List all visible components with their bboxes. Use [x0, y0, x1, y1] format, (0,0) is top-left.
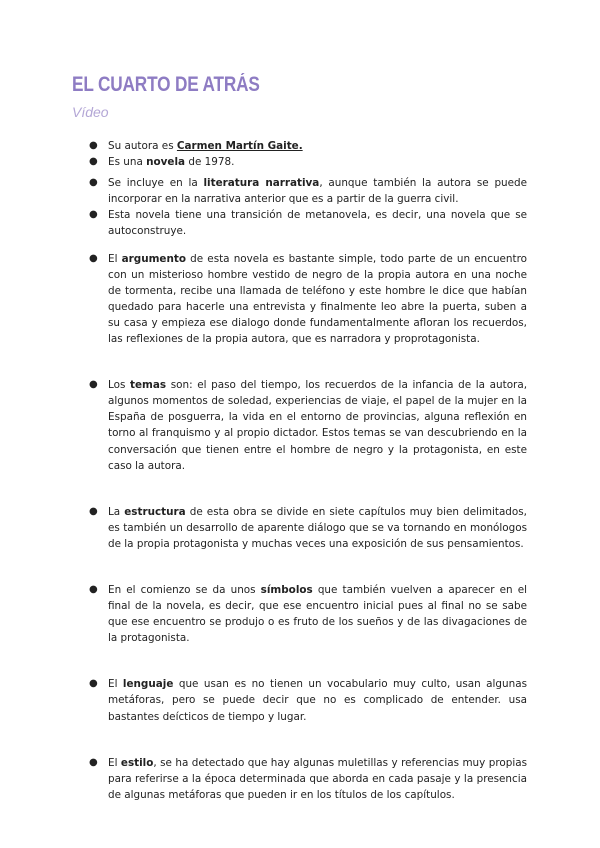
author-name: Carmen Martín Gaite.	[176, 140, 303, 152]
bullet-icon: ●	[89, 756, 98, 768]
bullet-icon: ●	[89, 140, 98, 151]
item-text: que también vuelven a aparecer en el final de la novela, es decir, que ese encuentro inicial pues al final no se sabe que ese encuentro se produjo o es fruto de los sueños y de las divagaciones de la protagonista.	[108, 583, 527, 645]
bullet-icon: ●	[89, 156, 98, 168]
bullet-icon: ●	[89, 252, 98, 264]
item-text: El	[108, 756, 121, 769]
bullet-icon: ●	[89, 209, 98, 221]
item-bold: novela	[146, 156, 186, 169]
item-text: La	[108, 505, 125, 518]
item-text: de esta novela es bastante simple, todo parte de un encuentro con un misterioso hombre vestido de negro de la propia autora en una noche de tormenta, recibe una llamada de teléfono y este hombre le dice que habían quedado para hacerle una entrevista y finalmente leo abre la puerta, suben a su casa y empieza ese dialogo donde fundamentalmente afloran los recuerdos, las reflexiones de la propia autora, que es narradora y proprotagonista.	[108, 252, 527, 346]
item-text: Su autora es	[108, 140, 177, 152]
item-text: , se ha detectado que hay algunas muletillas y referencias muy propias para referirse a la época determinada que aborda en cada pasaje y la presencia de algunas metáforas que pueden ir en los títulos de los capítulos.	[108, 756, 527, 801]
list-item-metanovela	[72, 207, 527, 239]
item-text: , aunque también la autora se puede incorporar en la narrativa anterior que es a partir de la guerra civil.	[108, 177, 527, 206]
bullet-icon: ●	[89, 379, 98, 391]
list-item-simbolos	[72, 582, 527, 646]
item-text: de esta obra se divide en siete capítulos muy bien delimitados, es también un desarrollo de aparente diálogo que se va tornando en monólogos de la propia protagonista y muchas veces una exposición de sus pensamientos.	[108, 505, 527, 550]
list-item-estilo	[72, 755, 527, 803]
item-bold: estilo	[120, 756, 154, 769]
list-item-novela	[72, 154, 527, 170]
list-item-temas	[72, 377, 527, 474]
list-item-lenguaje	[72, 676, 527, 724]
item-bold: símbolos	[260, 583, 313, 596]
list-item-autora	[72, 138, 527, 154]
item-text: Se incluye en la	[108, 177, 204, 190]
item-text: El	[108, 252, 122, 265]
item-text: En el comienzo se da unos	[108, 583, 261, 596]
document-subtitle: Vídeo	[72, 104, 109, 120]
item-text: que usan es no tienen un vocabulario muy culto, usan algunas metáforas, pero se puede decir que no es complicado de entender. usa bastantes deícticos de tiempo y lugar.	[108, 678, 527, 723]
bullet-icon: ●	[89, 177, 98, 189]
item-bold: lenguaje	[122, 678, 174, 691]
document-title: EL CUARTO DE ATRÁS	[72, 73, 260, 96]
bullet-icon: ●	[89, 583, 98, 595]
list-item-literatura	[72, 175, 527, 207]
list-item-argumento	[72, 251, 527, 348]
item-text: Esta novela tiene una transición de metanovela, es decir, una novela que se autoconstruye.	[108, 209, 527, 238]
item-text: de 1978.	[185, 156, 235, 169]
list-item-estructura	[72, 504, 527, 552]
bullet-list	[72, 138, 527, 803]
item-text: El	[108, 678, 123, 691]
item-text: Los	[108, 379, 131, 392]
item-bold: literatura narrativa	[203, 177, 320, 190]
item-bold: temas	[130, 379, 167, 392]
item-text: son: el paso del tiempo, los recuerdos de la infancia de la autora, algunos momentos de soledad, experiencias de viaje, el papel de la mujer en la España de posguerra, la vida en el entorno de provincias, alguna reflexión en torno al franquismo y al propio dictador. Estos temas se van descubriendo en la conversación que tienen entre el hombre de negro y la protagonista, en este caso la autora.	[108, 379, 528, 472]
item-bold: estructura	[124, 505, 186, 518]
bullet-icon: ●	[89, 505, 98, 517]
item-text: Es una	[108, 156, 147, 169]
bullet-icon: ●	[89, 678, 98, 690]
item-bold: argumento	[121, 252, 186, 265]
